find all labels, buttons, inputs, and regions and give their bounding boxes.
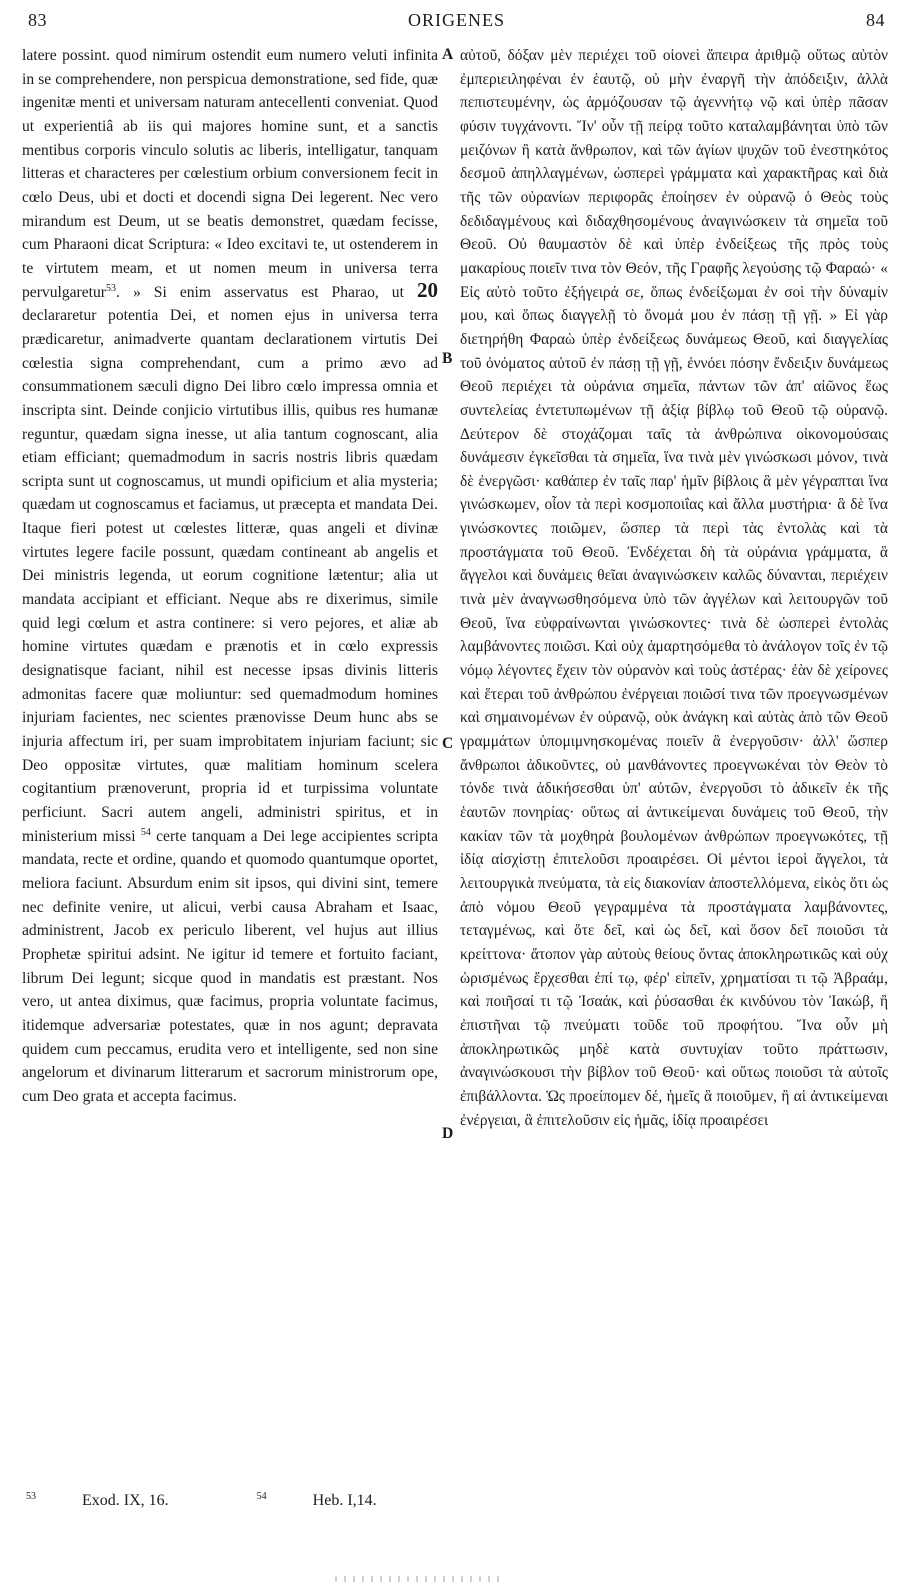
footnote-54-number: 54 (256, 1491, 267, 1502)
footnote-54-text: Heb. I,14. (312, 1492, 377, 1510)
footnote-53-text: Exod. IX, 16. (82, 1492, 169, 1510)
footnote-53-number: 53 (26, 1491, 36, 1502)
section-number: 20 (416, 277, 438, 302)
latin-segment-3: declararetur potentia Dei, et nomen ejus in universa terra prædicaretur, animadverte quantam declarationem virtutis Dei cœlestia signa comprehendant, cum a primo ævo ad consummationem sæculi digno Dei libro cœlo impressa omnia et inscripta sint. Deinde conjicio virtutibus illis, quibus res humanæ reguntur, quædam signa inesse, ut alia tantum cognoscant, alia etiam efficiant; quemadmodum in sacris nostris libris quædam scripta sunt ut cognoscamus, ut mundi opificium et alia mysteria; quædam ut cognoscamus et faciamus, ut præcepta et mandata Dei. Itaque fieri potest ut cœlestes litteræ, quas angeli et divinæ virtutes legere facile possunt, quædam contineant ab angelis et Dei ministris legenda, ut eorum cognitione lætentur; alia ut mandata accipiant et efficiant. Neque abs re dixerimus, simile quid legi cœlum et astra continere: si vero pejores, et aliæ ab homine virtutes quædam e prænotis et in cœlo expressis designatisque faciant, nihil est necesse ipsas divinis litteris admonitas facere quæ moliuntur: sed quemadmodum homines injuriam facientes, nec scientes prænovisse Deum hunc abs se injuria affectum iri, per suam improbitatem injuriam faciunt; sic Deo oppositæ virtutes, quæ malitiam hominum scelera cogitantium prænoverunt, propria id et turpissima voluntate perficiunt. Sacri autem angeli, administri spiritus, et in ministerium missi (22, 307, 438, 845)
scan-artifact (335, 1576, 505, 1582)
latin-column (22, 44, 438, 1484)
latin-segment-1: latere possint. quod nimirum ostendit eum numero veluti infinita in se comprehendere, non perspicua demonstratione, sed fide, quæ ingenitæ menti et universam naturam antecellenti conveniat. Quod ut experientiâ ab iis qui majores homine sunt, et a sanctis mentibus corporis vinculo solutis ac liberis, intelligatur, tanquam litteras et characteres per cœlestium orbium conversionem fecit in cœlo Deus, ubi et docti et docendi signa Dei legerent. Nec vero mirandum est Deum, ut se beatis demonstret, quædam fecisse, cum Pharaoni dicat Scriptura: « Ideo excitavi te, ut ostenderem in te virtutem meam, et ut nomen meum in universa terra pervulgaretur (22, 47, 438, 301)
greek-column (460, 44, 888, 1484)
running-title: ORIGENES (408, 10, 505, 30)
page-number-left: 83 (28, 10, 47, 30)
footnote-ref-53: 53 (106, 282, 116, 294)
latin-text (22, 44, 438, 1109)
margin-marker-c: C (442, 735, 454, 752)
margin-marker-a: A (442, 46, 454, 63)
footnotes (26, 1491, 461, 1510)
latin-segment-2: . » Si enim asservatus est Pharao, ut (116, 283, 404, 301)
footnote-54 (257, 1492, 419, 1509)
footnote-53 (26, 1492, 211, 1509)
footnote-ref-54: 54 (140, 826, 151, 838)
page-number-right: 84 (866, 10, 885, 30)
greek-text: αὐτοῦ, δόξαν μὲν περιέχει τοῦ οἱονεὶ ἄπειρα ἀριθμῷ οὕτως αὐτὸν ἐμπεριειληφέναι ἐν ἑαυτῷ, οὐ μὴν ἐναργῆ τὴν ἀπόδειξιν, ἀλλὰ πεπιστευμένην, ὡς ἁρμόζουσαν τῷ ἀγεννήτῳ νῷ καὶ ὑπὲρ πᾶσαν φύσιν τυγχάνοντι. Ἵν' οὖν τῇ πείρᾳ τοῦτο καταλαμβάνηται ὑπὸ τῶν μειζόνων ἢ κατὰ ἄνθρωπον, καὶ τῶν ἁγίων ψυχῶν τοῦ ἐνεστηκότος δεσμοῦ ἀπηλλαγμένων, ὡσπερεὶ γράμματα καὶ χαρακτῆρας καὶ διὰ τῆς τῶν οὐρανίων περιφορᾶς ἐποίησεν ἐν οὐρανῷ ὁ Θεὸς τοὺς δεδιδαγμένους καὶ διδαχθησομένους ἀναγινώσκειν τὰ σημεῖα τοῦ Θεοῦ. Οὐ θαυμαστὸν δὲ καὶ ὑπὲρ ἐνδείξεως τῆς πρὸς τοὺς μακαρίους ποιεῖν τινα τὸν Θεόν, τῆς Γραφῆς λεγούσης τῷ Φαραώ· « Εἰς αὐτὸ τοῦτο ἐξήγειρά σε, ὅπως ἐνδείξωμαι ἐν σοὶ τὴν δύναμίν μου, καὶ ὅπως διαγγελῇ τὸ ὄνομά μου ἐν πάσῃ τῇ γῇ. » Εἰ γὰρ διετηρήθη Φαραὼ ὑπὲρ ἐνδείξεως δυνάμεως Θεοῦ, καὶ διαγγελίας τοῦ ὀνόματος αὐτοῦ ἐν πάσῃ τῇ γῇ, ἐννόει πόσην ἔνδειξιν δυνάμεως Θεοῦ περιέχει τὰ οὐράνια σημεῖα, πάντων τῶν ἀπ' αἰῶνος ἕως συντελείας ἐντετυπωμένων τῇ ἀξίᾳ βίβλῳ τοῦ Θεοῦ τῷ οὐρανῷ. Δεύτερον δὲ στοχάζομαι ταῖς τὰ ἀνθρώπινα οἰκονομούσαις δυνάμεσιν ἐγκεῖσθαι τὰ σημεῖα, ἵνα τινὰ μὲν γινώσκωσι μόνον, τινὰ δὲ ἐνεργῶσι· καθάπερ ἐν ταῖς παρ' ἡμῖν βίβλοις ἃ μὲν γέγραπται ἵνα γινώσκωμεν, οἷον τὰ περὶ κοσμοποιΐας καὶ ἄλλα μυστήρια· ἃ δὲ ἵνα γινώσκοντες ποιῶμεν, ὥσπερ τὰ περὶ τὰς ἐντολὰς καὶ τὰ προστάγματα τοῦ Θεοῦ. Ἐνδέχεται δὴ τὰ οὐράνια γράμματα, ἃ ἄγγελοι καὶ δυνάμεις θεῖαι ἀναγινώσκειν καλῶς δύνανται, περιέχειν τινὰ μὲν ἀναγνωσθησόμενα ὑπὸ τῶν ἀγγέλων καὶ λειτουργῶν τοῦ Θεοῦ, ἵνα εὐφραίνωνται γινώσκοντες· τινὰ δὲ ὡσπερεὶ ἐντολὰς λαμβάνοντες ποιῶσι. Καὶ οὐχ ἁμαρτησόμεθα τὸ ἀνάλογον τοῖς ἐν τῷ νόμῳ λέγοντες ἔχειν τὸν οὐρανὸν καὶ τοὺς ἀστέρας· ἐὰν δὲ χείρονες καὶ ἕτεραι τοῦ ἀνθρώπου ἐνέργειαι ποιῶσί τινα τῶν προεγνωσμένων καὶ σημαινομένων ἐν οὐρανῷ, οὐκ ἀνάγκη καὶ αὐτὰς ἀπὸ τῶν Θεοῦ γραμμάτων ὑπομιμνησκομένας ποιεῖν ἃ ἐνεργοῦσιν· ἀλλ' ὥσπερ ἄνθρωποι ἀδικοῦντες, οὐ μανθάνοντες προεγνωκέναι τὸν Θεὸν τὸ τόνδε τινὰ ἀδικήσεσθαι ὑπ' αὐτῶν, ἐνεργοῦσι τὸ ἀδικεῖν ἐκ τῆς ἑαυτῶν πονηρίας· οὕτως αἱ ἀντικείμεναι δυνάμεις τοῦ Θεοῦ, τὴν κακίαν τῶν τὰ μοχθηρὰ βουλομένων ἀνθρώπων προεγνωκότες, τῇ ἰδίᾳ αἰσχίστῃ ἐπιτελοῦσι προαιρέσει. Οἱ μέντοι ἱεροὶ ἄγγελοι, τὰ λειτουργικὰ πνεύματα, τὰ εἰς διακονίαν ἀποστελλόμενα, εἰκὸς ὅτι ὡς ἀπὸ νόμου Θεοῦ γεγραμμένα τὰ προστάγματα λαμβάνοντες, τεταγμένως, καὶ ὅτε δεῖ, καὶ ὡς δεῖ, καὶ ὅσον δεῖ ποιοῦσι τὰ κρείττονα· ἄτοπον γὰρ αὐτοὺς θείους ὄντας ἀποκληρωτικῶς καὶ οὐχ ὡρισμένως ἔρχεσθαι ἐπί τῳ, φέρ' εἰπεῖν, χρηματίσαι τι τῷ Ἀβραάμ, καὶ ποιῆσαί τι τῷ Ἰσαάκ, καὶ ῥύσασθαι ἐκ κινδύνου τὸν Ἰακώβ, ἢ ἐπιστῆναι τῷ πνεύματι τοῦδε τοῦ προφήτου. Ἵνα οὖν μὴ ἀποκληρωτικῶς μηδὲ κατὰ συντυχίαν τοῦτο πράττωσιν, ἀναγινώσκουσι τὴν βίβλον τοῦ Θεοῦ· καὶ οὕτως ποιοῦσι τὰ αὐτοῖς ἐπιβάλλοντα. Ὡς προείπομεν δέ, ἡμεῖς ἃ ποιοῦμεν, ἢ αἱ ἀντικείμεναι ἐνέργειαι, ἃ ἐπιτελοῦσιν εἰς ἡμᾶς, ἰδίᾳ προαιρέσει (460, 47, 888, 1129)
running-header (28, 10, 885, 36)
latin-segment-4: certe tanquam a Dei lege accipientes scripta mandata, recte et ordine, quando et quomodo quantumque oportet, meliora faciunt. Absurdum enim sit ipsos, qui divini sint, temere nec definite venire, ut alicui, verbi causa Abraham et Isaac, administrent, Jacob ex periculo liberent, vel hujus aut illius Prophetæ spiritui adsint. Ne igitur id temere et fortuito faciant, librum Dei legunt; sicque quod in mandatis est præstant. Nos vero, ut antea diximus, quæ facimus, propria voluntate facimus, itidemque adversariæ potestates, quæ in nos agunt; depravata quidem cum peccamus, erudita vero et intelligente, sed non sine angelorum et divinarum litterarum et sacrorum ministrorum ope, cum Deo grata et accepta facimus. (22, 827, 438, 1105)
margin-marker-d: D (442, 1125, 454, 1142)
margin-marker-b: B (442, 350, 453, 367)
